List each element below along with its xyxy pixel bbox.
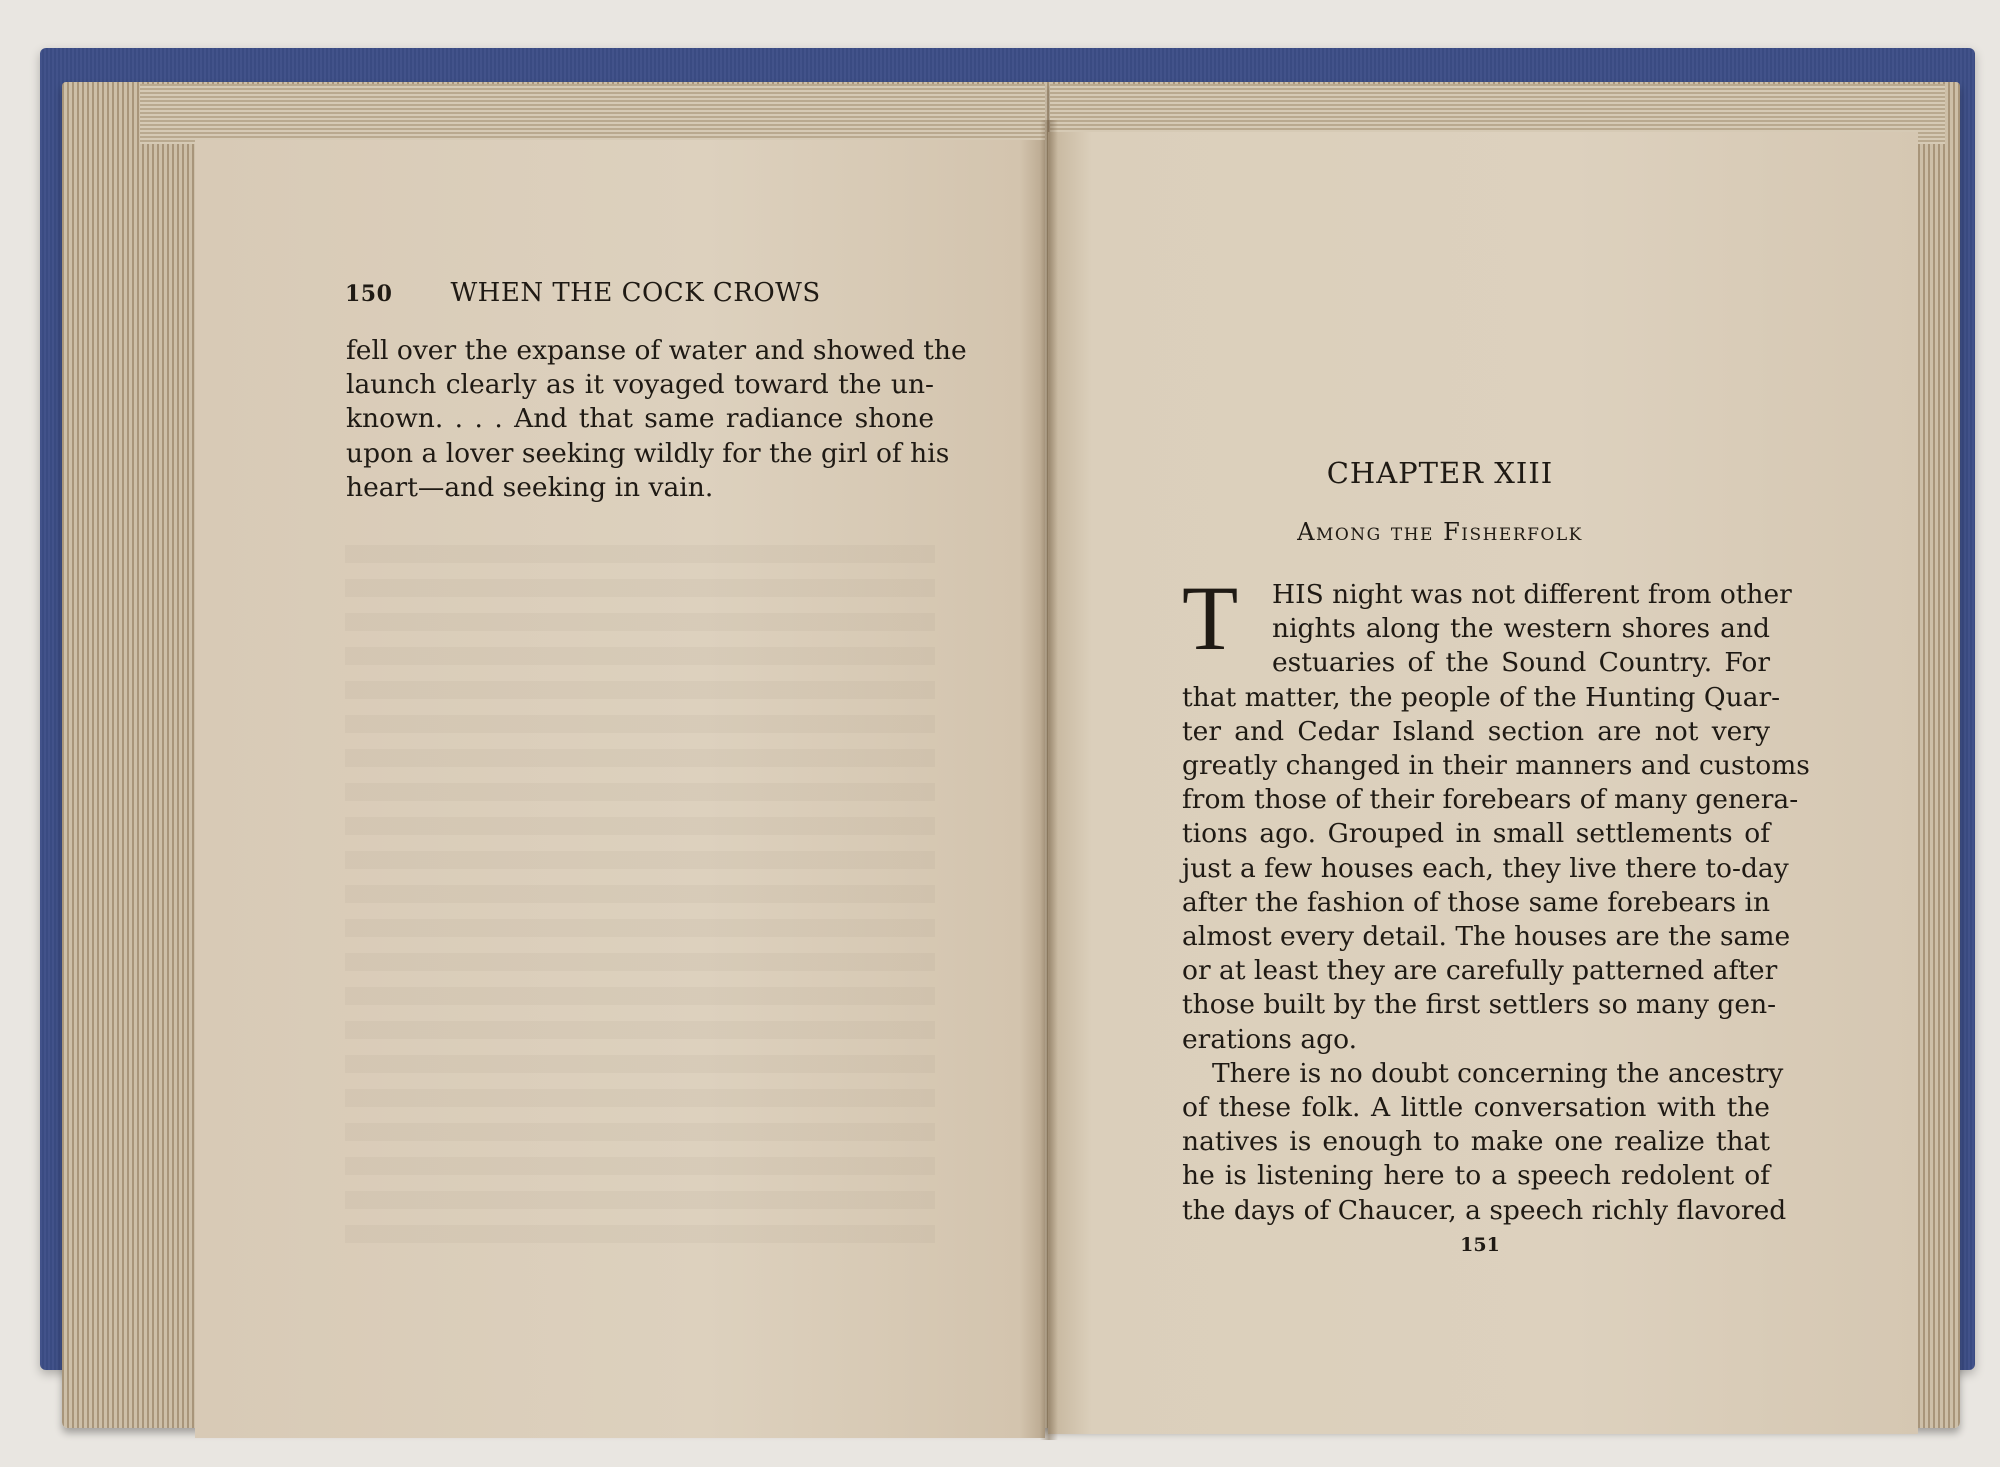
- left-page-body: [346, 334, 967, 505]
- text-line: almost every detail. The houses are the same: [1182, 921, 1791, 953]
- text-line: tions ago. Grouped in small settlements of: [1182, 818, 1770, 850]
- text-line: he is listening here to a speech redolent of: [1182, 1160, 1770, 1192]
- text-line: natives is enough to make one realize that: [1182, 1126, 1770, 1158]
- text-line: nights along the western shores and: [1272, 613, 1770, 645]
- text-line: after the fashion of those same forebears in: [1182, 886, 1771, 918]
- chapter-number: CHAPTER XIII: [1326, 456, 1554, 490]
- running-head: [345, 278, 945, 308]
- text-line: of these folk. A little conversation with the: [1182, 1092, 1770, 1124]
- text-line: those built by the first settlers so many gen-: [1182, 989, 1777, 1021]
- right-page-body: [1182, 578, 1810, 1228]
- book-gutter: [1040, 120, 1058, 1440]
- running-head-title: WHEN THE COCK CROWS: [450, 278, 821, 308]
- drop-cap: T: [1182, 567, 1239, 669]
- text-line: greatly changed in their manners and customs: [1182, 750, 1810, 782]
- text-line: estuaries of the Sound Country. For: [1272, 647, 1770, 679]
- text-line: from those of their forebears of many genera-: [1182, 784, 1799, 816]
- text-line: just a few houses each, they live there to-day: [1182, 852, 1789, 884]
- left-top-edge: [140, 84, 1045, 144]
- text-line: ter and Cedar Island section are not very: [1182, 715, 1770, 747]
- text-line: upon a lover seeking wildly for the girl of his: [346, 437, 950, 469]
- text-line: erations ago.: [1182, 1023, 1357, 1055]
- show-through-text: [345, 545, 935, 1245]
- text-line: There is no doubt concerning the ancestry: [1212, 1057, 1784, 1089]
- text-line: that matter, the people of the Hunting Quar-: [1182, 681, 1781, 713]
- text-line: launch clearly as it voyaged toward the un-: [346, 369, 934, 401]
- text-line: the days of Chaucer, a speech richly flavored: [1182, 1194, 1787, 1226]
- text-line: known. . . . And that same radiance shone: [346, 403, 934, 435]
- text-line: fell over the expanse of water and showed the: [346, 335, 967, 366]
- text-line: HIS night was not different from other: [1272, 579, 1792, 610]
- text-line: or at least they are carefully patterned after: [1182, 955, 1778, 987]
- chapter-title: Among the Fisherfolk: [1297, 518, 1583, 546]
- right-page-number: 151: [1460, 1234, 1500, 1256]
- left-page-number: 150: [345, 281, 393, 307]
- text-line: heart—and seeking in vain.: [346, 471, 714, 503]
- drop-cap-lines: [1182, 578, 1792, 681]
